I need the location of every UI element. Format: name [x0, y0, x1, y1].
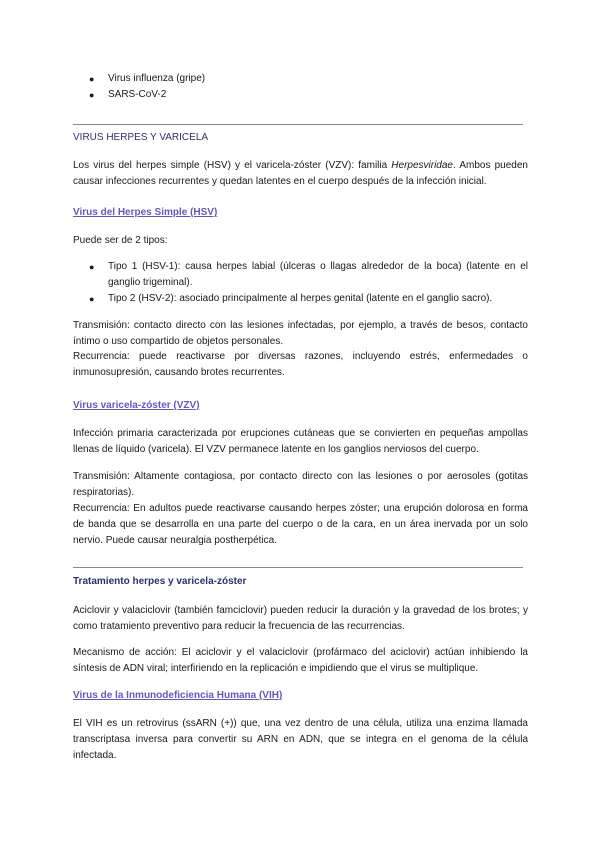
intro-paragraph: Los virus del herpes simple (HSV) y el varicela-zóster (VZV): familia Herpesviridae. Ambos pueden causar infecciones recurrentes y quedan latentes en el cuerpo después de la infección inicial.: [73, 160, 528, 187]
treatment-heading: Tratamiento herpes y varicela-zóster: [73, 576, 247, 587]
section-divider: [73, 567, 523, 568]
hsv-heading: Virus del Herpes Simple (HSV): [73, 207, 218, 218]
hsv-types-list: [73, 259, 528, 307]
list-item: ● Tipo 1 (HSV-1): causa herpes labial (úlceras o llagas alrededor de la boca) (latente en el ganglio trigeminal).: [89, 261, 528, 288]
vzv-recurrence: Recurrencia: En adultos puede reactivarse causando herpes zóster; una erupción dolorosa en forma de banda que se desarrolla en una parte del cuerpo o de la cara, en un área inervada por un solo nervio. Puede causar neuralgia postherpética.: [73, 503, 528, 546]
bullet-icon: ●: [89, 262, 95, 272]
hsv-transmission: Transmisión: contacto directo con las lesiones infectadas, por ejemplo, a través de besos, contacto íntimo o uso compartido de objetos personales.: [73, 320, 528, 347]
list-item: ● Tipo 2 (HSV-2): asociado principalmente al herpes genital (latente en el ganglio sacro).: [73, 291, 528, 307]
vzv-transmission: Transmisión: Altamente contagiosa, por contacto directo con las lesiones o por aerosoles (gotitas respiratorias).: [73, 471, 528, 498]
bullet-icon: ●: [89, 74, 95, 84]
family-name: Herpesviridae: [391, 160, 453, 171]
section-divider: [73, 124, 523, 125]
hsv-recurrence: Recurrencia: puede reactivarse por diversas razones, incluyendo estrés, enfermedades o inmunosupresión, causando brotes recurrentes.: [73, 351, 528, 378]
vzv-infection: Infección primaria caracterizada por erupciones cutáneas que se convierten en pequeñas ampollas llenas de líquido (varicela). El VZV permanece latente en los ganglios nerviosos del cuerpo.: [73, 428, 528, 455]
bullet-icon: ●: [89, 90, 95, 100]
hsv-types-intro: Puede ser de 2 tipos:: [73, 235, 168, 246]
treatment-drugs: Aciclovir y valaciclovir (también famciclovir) pueden reducir la duración y la gravedad de los brotes; y como tratamiento preventivo para reducir la frecuencia de las recurrencias.: [73, 605, 528, 632]
vih-description: El VIH es un retrovirus (ssARN (+)) que, una vez dentro de una célula, utiliza una enzima llamada transcriptasa inversa para convertir su ARN en ADN, que se integra en el genoma de la célula infectada.: [73, 718, 528, 761]
list-item: ● Virus influenza (gripe): [73, 71, 528, 87]
section-title: VIRUS HERPES Y VARICELA: [73, 132, 209, 143]
top-bullet-list: [73, 71, 528, 103]
vih-heading: Virus de la Inmunodeficiencia Humana (VIH): [73, 690, 283, 701]
vzv-heading: Virus varicela-zóster (VZV): [73, 400, 200, 411]
list-item: ● SARS-CoV-2: [73, 87, 528, 103]
treatment-mechanism: Mecanismo de acción: El aciclovir y el valaciclovir (profármaco del aciclovir) actúan inhibiendo la síntesis de ADN viral; interfiriendo en la replicación e impidiendo que el virus se multiplique.: [73, 647, 528, 674]
bullet-icon: ●: [89, 294, 95, 304]
